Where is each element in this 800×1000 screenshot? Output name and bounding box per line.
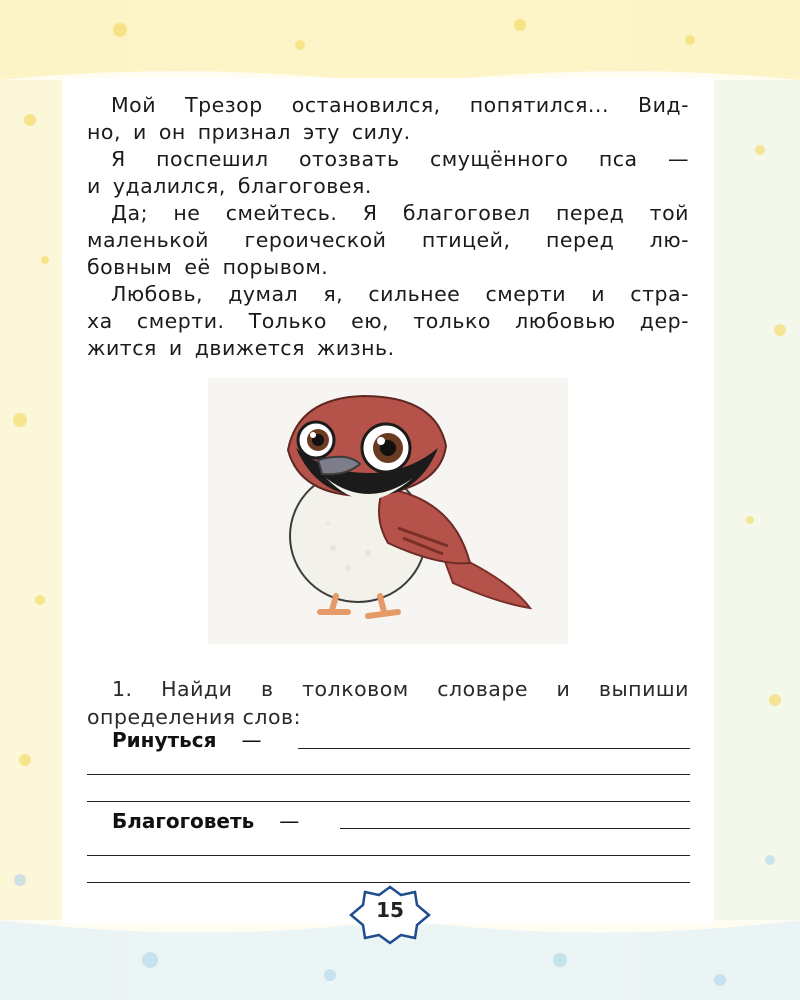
passage-line: но, и он признал эту силу. xyxy=(87,120,411,144)
passage-paragraph xyxy=(87,92,689,146)
passage-line: и удалился, благоговея. xyxy=(87,174,372,198)
passage-line: Я поспешил отозвать смущённого пса — xyxy=(111,147,689,171)
passage-line: бовным её порывом. xyxy=(87,255,329,279)
passage-paragraph xyxy=(87,281,689,362)
passage-line: жится и движется жизнь. xyxy=(87,336,395,360)
passage-line: Любовь, думал я, сильнее смерти и стра- xyxy=(111,282,689,306)
task-line-1: 1. Найди в толковом словаре и выпиши xyxy=(112,677,689,701)
answer-line[interactable] xyxy=(87,774,690,775)
term-dash: — xyxy=(279,809,300,833)
term-rinutsya xyxy=(112,728,261,752)
term-word: Ринуться xyxy=(112,728,217,752)
term-word: Благоговеть xyxy=(112,809,255,833)
sparrow-illustration xyxy=(208,378,568,644)
answer-line[interactable] xyxy=(298,748,690,749)
answer-line[interactable] xyxy=(87,882,690,883)
passage-line: маленькой героической птицей, перед лю- xyxy=(87,228,689,252)
passage-line: Да; не смейтесь. Я благоговел перед той xyxy=(111,201,689,225)
passage-line: ха смерти. Только ею, только любовью дер- xyxy=(87,309,689,333)
passage-paragraph xyxy=(87,146,689,200)
term-dash: — xyxy=(241,728,262,752)
task-instruction xyxy=(87,675,689,731)
term-blagogovet xyxy=(112,809,299,833)
story-passage xyxy=(87,92,689,362)
passage-paragraph xyxy=(87,200,689,281)
answer-line[interactable] xyxy=(87,801,690,802)
passage-line: Мой Трезор остановился, попятился... Вид- xyxy=(111,93,689,117)
answer-line[interactable] xyxy=(340,828,690,829)
answer-line[interactable] xyxy=(87,855,690,856)
task-line-2: определения слов: xyxy=(87,705,302,729)
page-number: 15 xyxy=(376,898,404,922)
